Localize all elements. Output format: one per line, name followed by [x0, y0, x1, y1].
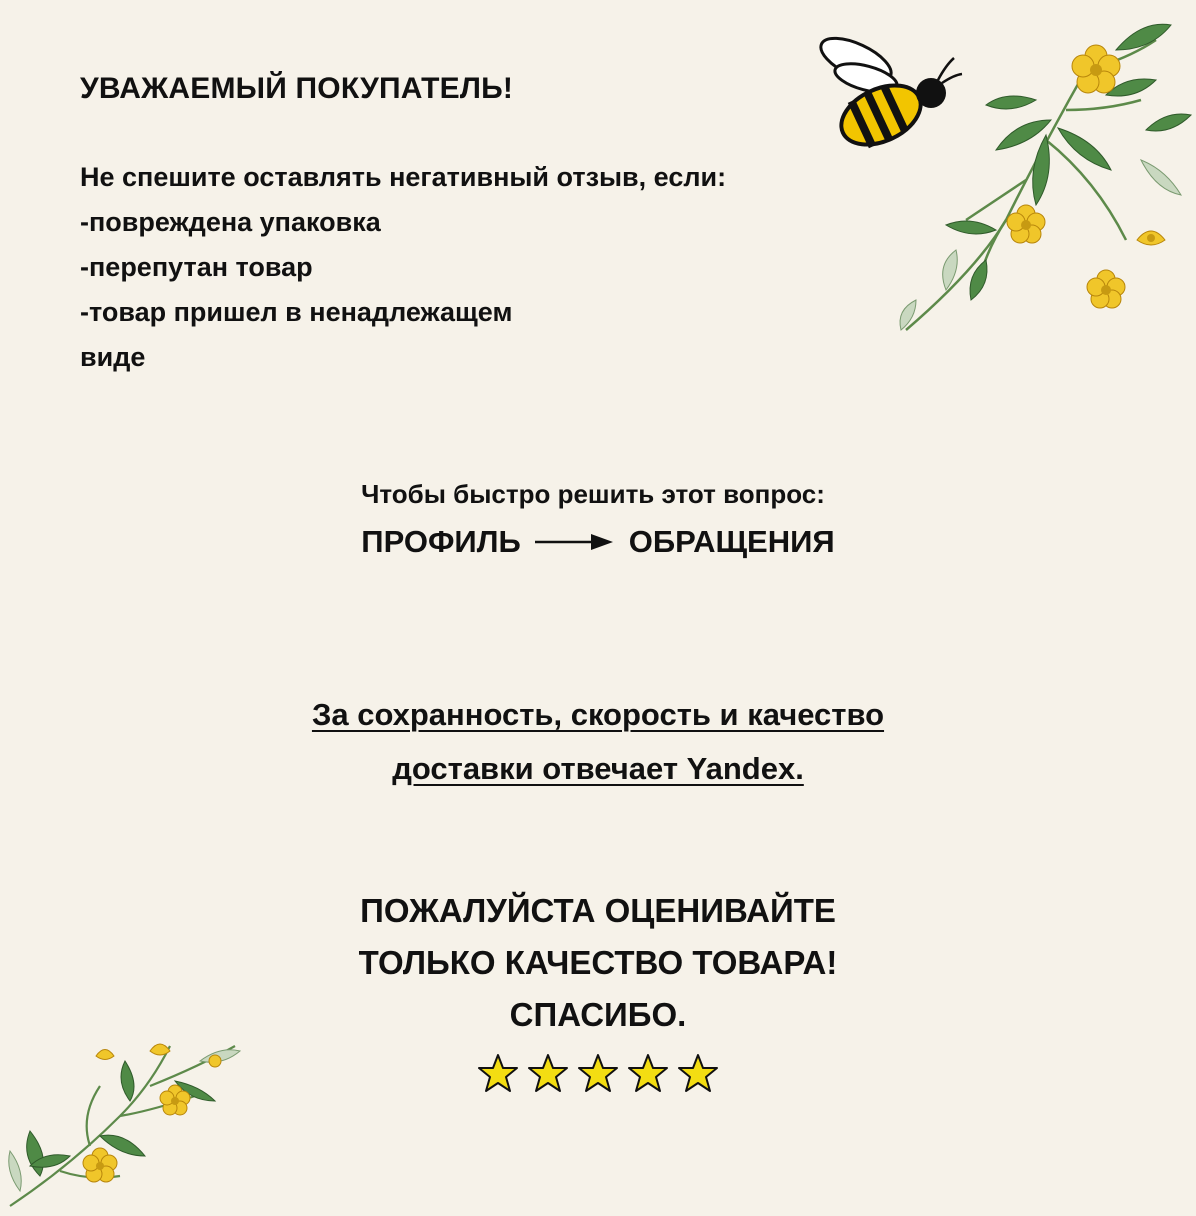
- resolve-hint: Чтобы быстро решить этот вопрос:: [361, 479, 825, 509]
- star-icon: [578, 1053, 618, 1093]
- intro-line: -товар пришел в ненадлежащем: [80, 297, 513, 327]
- star-icon: [478, 1053, 518, 1093]
- star-icon: [528, 1053, 568, 1093]
- resolve-section: [0, 474, 1196, 566]
- flower-branch-icon: [0, 1006, 260, 1216]
- intro-line: Не спешите оставлять негативный отзыв, если:: [80, 162, 727, 192]
- rating-line: СПАСИБО.: [509, 996, 687, 1033]
- delivery-line: За сохранность, скорость и качество: [311, 697, 885, 732]
- bee-icon: [815, 29, 962, 156]
- intro-line: -перепутан товар: [80, 252, 313, 282]
- delivery-note: [0, 688, 1196, 796]
- delivery-line: доставки отвечает Yandex.: [392, 751, 804, 786]
- intro-line: виде: [80, 342, 146, 372]
- star-icon: [678, 1053, 718, 1093]
- flower-branch-icon: [796, 0, 1196, 360]
- arrow-right-icon: [533, 532, 617, 552]
- profile-label: ПРОФИЛЬ: [361, 524, 521, 559]
- rating-line: ПОЖАЛУЙСТА ОЦЕНИВАЙТЕ: [360, 892, 836, 929]
- intro-text: [80, 155, 900, 380]
- star-icon: [628, 1053, 668, 1093]
- resolve-path: [0, 518, 1196, 566]
- intro-line: -повреждена упаковка: [80, 207, 381, 237]
- requests-label: ОБРАЩЕНИЯ: [628, 524, 835, 559]
- rating-line: ТОЛЬКО КАЧЕСТВО ТОВАРА!: [358, 944, 838, 981]
- page-heading: УВАЖАЕМЫЙ ПОКУПАТЕЛЬ!: [80, 72, 514, 105]
